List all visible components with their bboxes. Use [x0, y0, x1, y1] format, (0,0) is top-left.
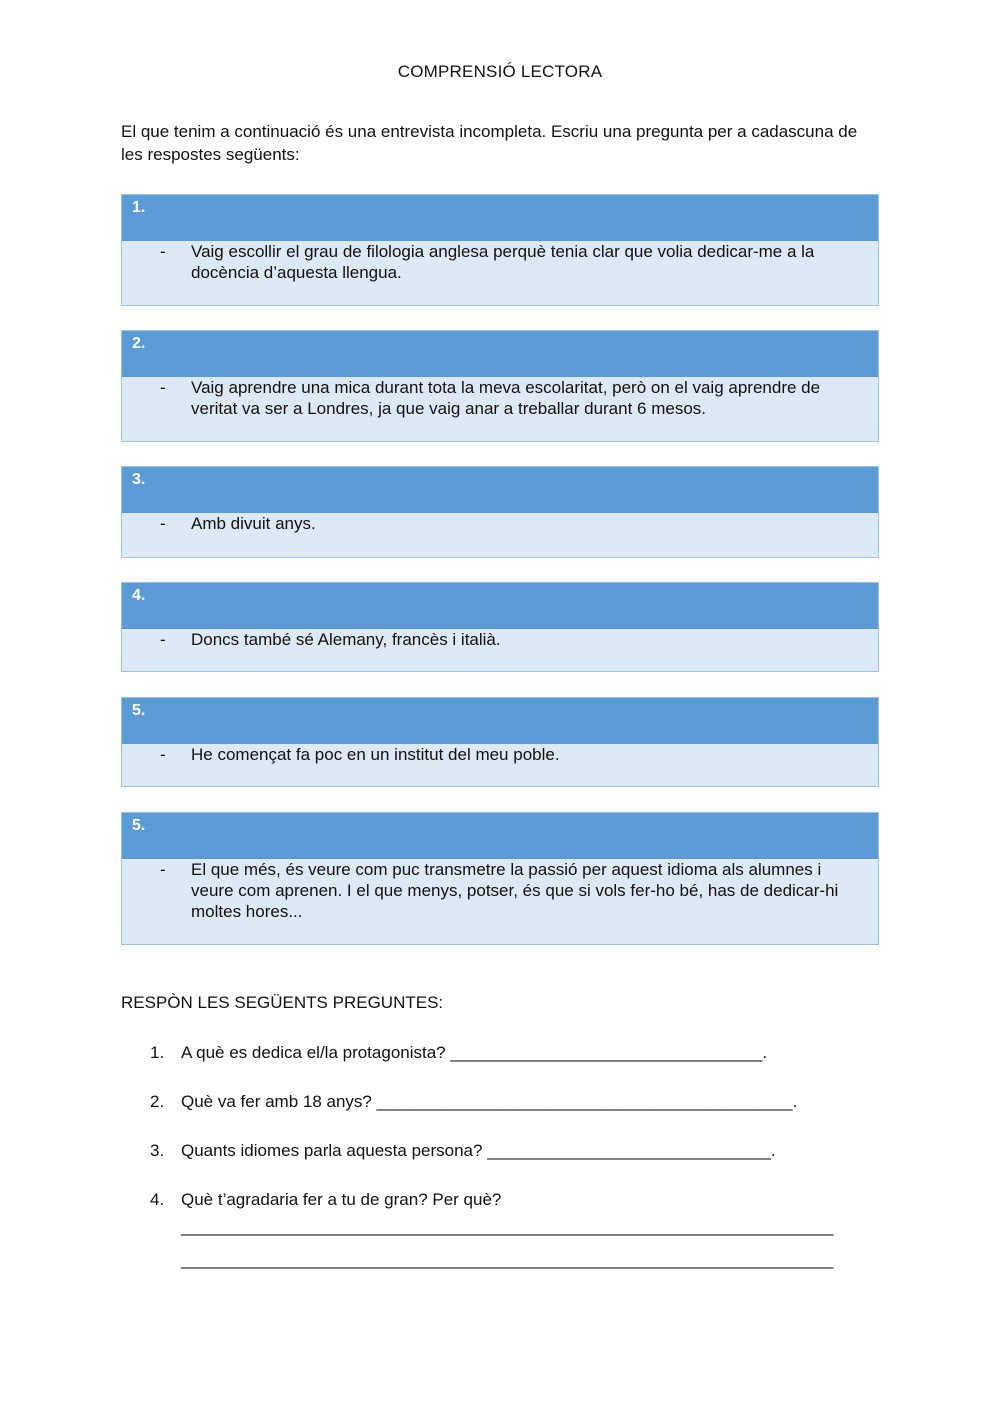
answer-text: Vaig escollir el grau de filologia anglesa perquè tenia clar que volia dedicar-me a la docència d’aquesta llengua.: [191, 242, 815, 282]
instructions-text: El que tenim a continuació és una entrevista incompleta. Escriu una pregunta per a cadascuna de les respostes següents:: [121, 122, 858, 164]
section-title: RESPÒN LES SEGÜENTS PREGUNTES:: [121, 993, 444, 1012]
question-slot[interactable]: [122, 698, 878, 744]
answer-text: Amb divuit anys.: [191, 514, 316, 533]
question-slot[interactable]: [122, 467, 878, 513]
answer-box: [121, 466, 879, 558]
question-item: [150, 1190, 501, 1210]
answer-box: [121, 194, 879, 306]
question-slot[interactable]: [122, 813, 878, 859]
answer-line[interactable]: _____________________________________________________________________: [181, 1217, 834, 1236]
question-number: 2.: [150, 1092, 165, 1111]
box-number: 2.: [132, 335, 146, 352]
answer-content: [122, 859, 878, 922]
box-number: 3.: [132, 471, 146, 488]
question-text: A què es dedica el/la protagonista? _________________________________.: [181, 1043, 768, 1062]
question-number: 4.: [150, 1190, 165, 1209]
answer-content: [122, 744, 878, 765]
answer-box: [121, 812, 879, 945]
dash-bullet: -: [160, 378, 166, 397]
answer-content: [122, 241, 878, 283]
dash-bullet: -: [160, 514, 166, 533]
answer-text: He començat fa poc en un institut del meu poble.: [191, 745, 560, 764]
answer-box: [121, 330, 879, 442]
answer-content: [122, 629, 878, 650]
question-number: 1.: [150, 1043, 165, 1062]
answer-text: Vaig aprendre una mica durant tota la meva escolaritat, però on el vaig aprendre de veritat va ser a Londres, ja que vaig anar a treballar durant 6 mesos.: [191, 378, 821, 418]
question-item[interactable]: [150, 1092, 797, 1112]
box-number: 4.: [132, 587, 146, 604]
question-item[interactable]: [150, 1141, 776, 1161]
question-text: Quants idiomes parla aquesta persona? ______________________________.: [181, 1141, 776, 1160]
answer-content: [122, 513, 878, 534]
answer-box: [121, 697, 879, 787]
box-number: 5.: [132, 702, 146, 719]
question-slot[interactable]: [122, 331, 878, 377]
question-text: Què t’agradaria fer a tu de gran? Per què?: [181, 1190, 502, 1209]
box-number: 1.: [132, 199, 146, 216]
answer-content: [122, 377, 878, 419]
page-title: COMPRENSIÓ LECTORA: [397, 62, 603, 81]
question-item[interactable]: [150, 1043, 767, 1063]
box-number: 5.: [132, 817, 146, 834]
dash-bullet: -: [160, 630, 166, 649]
answer-line[interactable]: _____________________________________________________________________: [181, 1250, 834, 1269]
dash-bullet: -: [160, 242, 166, 261]
dash-bullet: -: [160, 745, 166, 764]
answer-text: El que més, és veure com puc transmetre la passió per aquest idioma als alumnes i veure com aprenen. I el que menys, potser, és que si vols fer-ho bé, has de dedicar-hi moltes hores...: [191, 860, 839, 921]
answer-text: Doncs també sé Alemany, francès i italià.: [191, 630, 501, 649]
dash-bullet: -: [160, 860, 166, 879]
question-number: 3.: [150, 1141, 165, 1160]
question-slot[interactable]: [122, 583, 878, 629]
question-slot[interactable]: [122, 195, 878, 241]
answer-box: [121, 582, 879, 672]
question-text: Què va fer amb 18 anys? ____________________________________________.: [181, 1092, 798, 1111]
